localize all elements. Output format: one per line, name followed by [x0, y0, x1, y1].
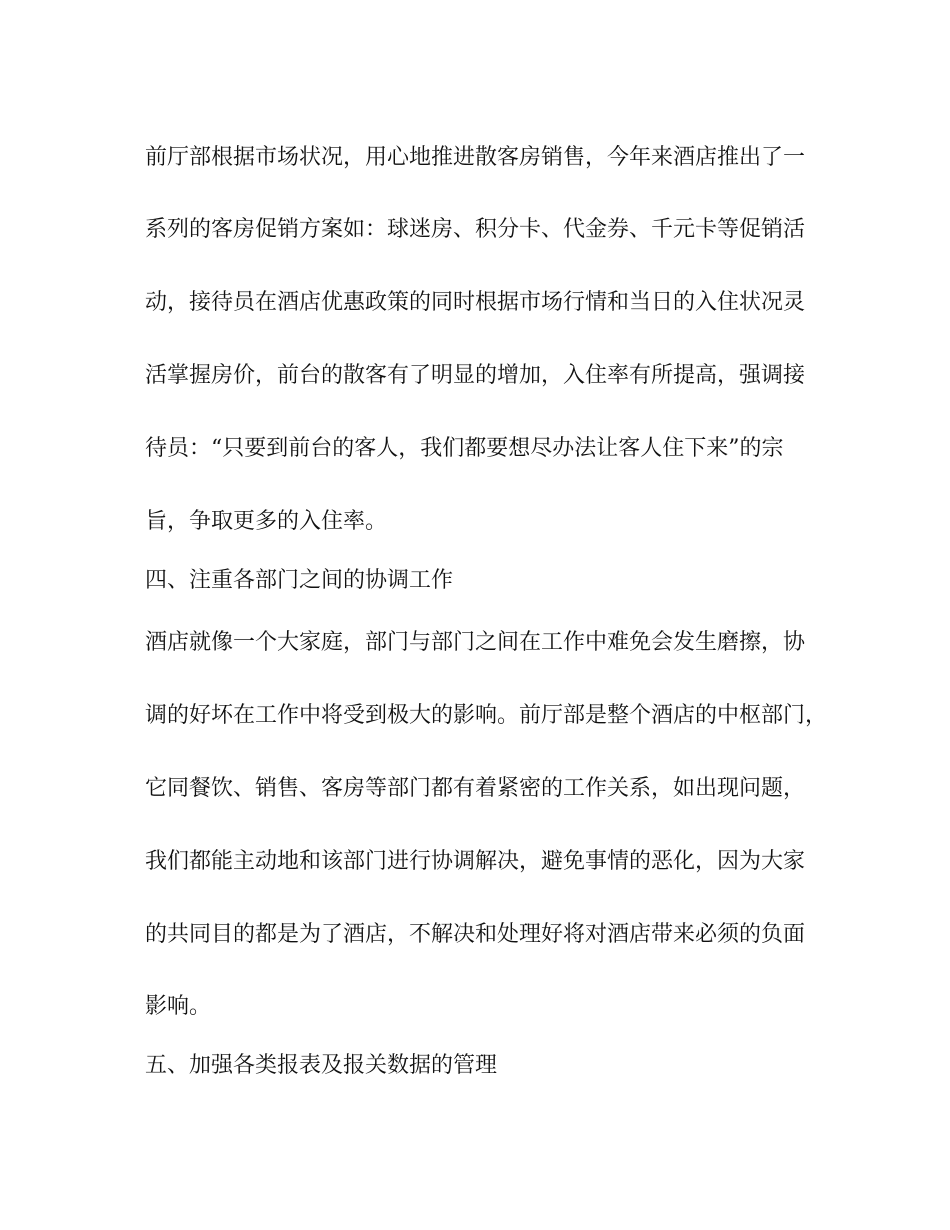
- paragraph-line: 系列的客房促销方案如：球迷房、积分卡、代金券、千元卡等促销活: [145, 217, 806, 242]
- paragraph-line: 活掌握房价，前台的散客有了明显的增加，入住率有所提高，强调接: [145, 363, 806, 388]
- paragraph-line: 前厅部根据市场状况，用心地推进散客房销售，今年来酒店推出了一: [145, 145, 806, 170]
- paragraph-line: 旨，争取更多的入住率。: [145, 509, 388, 534]
- paragraph-line: 它同餐饮、销售、客房等部门都有着紧密的工作关系，如出现问题，: [145, 776, 806, 801]
- paragraph-line: 动，接待员在酒店优惠政策的同时根据市场行情和当日的入住状况灵: [145, 290, 806, 315]
- paragraph-line: 我们都能主动地和该部门进行协调解决，避免事情的恶化，因为大家: [145, 849, 806, 874]
- paragraph-line: 影响。: [145, 994, 212, 1019]
- paragraph-line: 调的好坏在工作中将受到极大的影响。前厅部是整个酒店的中枢部门，: [145, 703, 828, 728]
- paragraph-line: 酒店就像一个大家庭，部门与部门之间在工作中难免会发生磨擦，协: [145, 630, 806, 655]
- paragraph-line: 的共同目的都是为了酒店，不解决和处理好将对酒店带来必须的负面: [145, 922, 806, 947]
- section-heading-5: 五、加强各类报表及报关数据的管理: [145, 1053, 498, 1078]
- section-heading-4: 四、注重各部门之间的协调工作: [145, 568, 454, 593]
- paragraph-line: 待员：“只要到前台的客人，我们都要想尽办法让客人住下来”的宗: [145, 436, 784, 461]
